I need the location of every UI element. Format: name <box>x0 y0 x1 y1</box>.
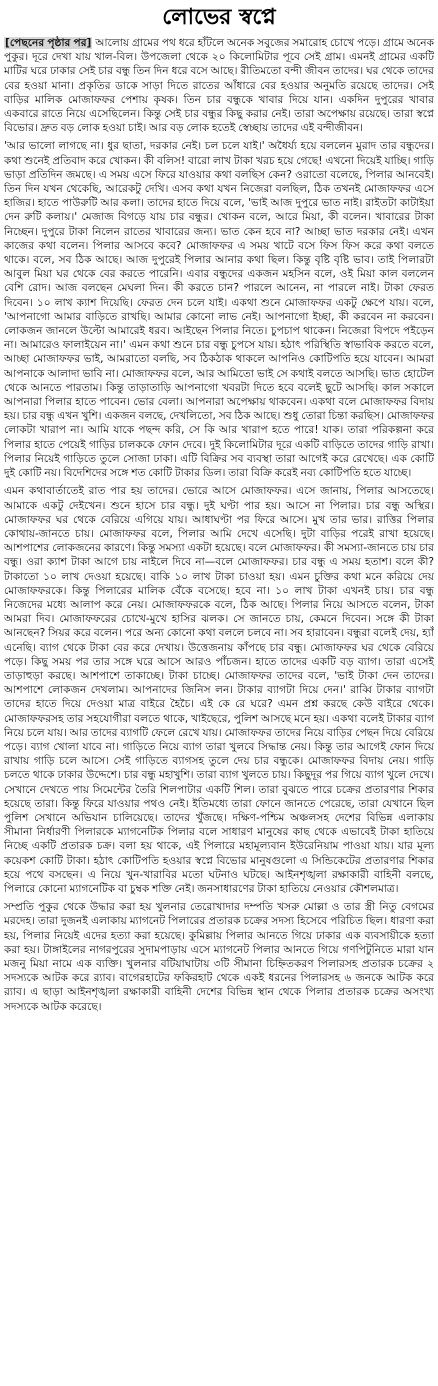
headline-bar <box>0 0 438 34</box>
article-paragraph-2: 'আর ভালো লাগছে না। ধুর ছাতা, দরকার নেই। চল চলে যাই।' অধৈর্য্য হয়ে বললেন মুরাদ তার বন্ধুদের। কথা শুনেই প্রতিবাদ করে খোকন। কী বলিস! বারো লাখ টাকা খরচ হয়ে গেছে! এখনো দিয়েই যাচ্ছি। গাড়ি ভাড়া প্রতিদিন জমছে। এ সময় এসে ফিরে যাওয়ার কথা বলছিস কেন? ওরাতো বলেছে, পিলার আনবেই। তিন দিন যখন থেকেছি, আরেকটু দেখি। এসব কথা যখন নিজেরা বলছিল, ঠিক তখনই মোজাফফর এসে হাজির। হাতে পাউরুটি আর কলা। তাদের হাতে দিয়ে বলে, 'ভাই আজ দুপুরে ভাত নাই। রাইতটা কাটাইয়া দেন রুটি কলায়।' মেজাজ বিগড়ে যায় চার বন্ধুর। খোকন বলে, আরে মিয়া, কী বলেন। খাবারের টাকা নিচ্ছেন। দুপুরে টাকা নিলেন রাতের খাবারের জন্য। ভাত কেন হবে না? আচ্ছা ভাত দরকার নেই। এখন কাজের কথা বলেন। পিলার আসবে কবে? মোজাফফর এ সময় খাটে বসে ফিস ফিস করে কথা বলতে থাকে। বলে, সব ঠিক আছে। আজ দুপুরেই পিলার আনার কথা ছিল। কিন্তু বৃষ্টি বৃষ্টি ভাব। তাই পিলারটা আবুল মিয়া ঘর থেকে বের করতে পারেনি। এবার বন্ধুদের একজন মহসিন বলে, ওই মিয়া কাল বললেন বেশি রোদ। আজ বলছেন মেঘলা দিন। কী করতে চান? পারলে আনেন, না পারলে নাই। টাকা ফেরত দিবেন। ১০ লাখ ক্যাশ দিয়েছি। ফেরত দেন চলে যাই। একথা শুনে মোজাফফর একটু ক্ষেপে যায়। বলে, 'আপনাগো আমার বাড়িতে রাখছি। আমার কোনো লাভ নেই। আপনাগো ইচ্ছা, কী করবেন না করবেন। লোকজন জানলে উল্টো আমারেই ধরব। আইছেন পিলার নিতে। চুপচাপ থাকেন। নিজেরা বিপদে পইড়েন না। আমারেও ফালাইয়েন না।' এমন কথা শুনে চার বন্ধু চুপসে যায়। হঠাৎ পরিস্থিতি স্বাভাবিক করতে বলে, আচ্ছা মোজাফফর ভাই, আমরাতো বলছি, সব ঠিকঠাক থাকলে আপনিও কোটিপতি হয়ে যাবেন। আমরা আপনাকে আলাদা ভাবি না। মোজাফফর বলে, আর আমিতো ভাই সে কথাই বলতে আসছি। ভাত হোটেল থেকে আনতে পারতাম। কিন্তু তাড়াতাড়ি আপনাগো খবরটা দিতে হবে বলেই ছুটে আসছি। কাল সকালে আপনারা পিলার হাতে পাবেন। ভোর বেলা। আপনারা অপেক্ষায় থাকবেন। একথা বলে মোজাফফর বিদায় হয়। চার বন্ধু এখন খুশি। একজন বলছে, দেখলিতো, সব ঠিক আছে। শুধু তোরা চিন্তা করছিস। মোজাফফর লোকটা খারাপ না। আমি যাকে পছন্দ করি, সে কি আর খারাপ হতে পারে! যাক। তারা পরিকল্পনা করে পিলার হাতে পেয়েই গাড়ির চালককে ফোন দেবে। দুই কিলোমিটার দূরে একটি বাড়িতে তাদের গাড়ি রাখা। পিলার নিয়েই গাড়িতে তুলে সোজা ঢাকা। এটি বিক্রির সব ব্যবস্থা তারা আগেই করে রেখেছে। এক কোটি দুই কোটি নয়। বিদেশিদের সঙ্গে শত কোটি টাকার ডিল। তারা বিক্রি করেই নব্য কোটিপতি হতে যাচ্ছে। <box>4 140 434 480</box>
paragraph-text: আলোয় গ্রামের পথ ধরে হাঁটলে অনেক সবুজের সমারোহ চোখে পড়ে। গ্রামে অনেক পুকুর। দূরে দেখা যায় খাল-বিল। উপজেলা থেকে ২০ কিলোমিটার পূবে সেই গ্রাম। এমনই গ্রামের একটি মাটির ঘরে ঢাকার সেই চার বন্ধু তিন দিন ধরে বসে আছে। রীতিমতো বন্দী জীবন তাদের। ঘর থেকে তাদের বের হওয়া মানা। প্রকৃতির ডাকে সাড়া দিতে রাতের আঁধারে বের হওয়ার অনুমতি রয়েছে তাদের। সেই বাড়ির মালিক মোজাফফর পেশায় কৃষক। তিন চার বন্ধুকে খাবার দিয়ে যান। একদিন দুপুরের খাবার একবারে রাতে নিয়ে এসেছিলেন। কিন্তু সেই চার বন্ধুর কিছু করার নেই। তারা অপেক্ষায় রয়েছে। তারা স্বপ্নে বিভোর। দ্রুত বড় লোক হওয়া চাই। আর বড় লোক হতেই স্বেচ্ছায় তাদের এই বন্দীজীবন। <box>4 37 434 135</box>
continued-from-label: [পেছনের পৃষ্ঠার পর] <box>5 37 92 49</box>
article-headline: লোভের স্বপ্নে <box>162 4 276 30</box>
article-paragraph-1 <box>4 36 434 135</box>
article-paragraph-4: সম্প্রতি পুকুর থেকে উদ্ধার করা হয় খুলনার তেরোখাদার দম্পতি খসরু মোল্লা ও তার স্ত্রী নিতু বেগমের মরদেহ। তারা দুজনই এলাকায় ম্যাগনেট পিলারের প্রতারক চক্রের সদস্য হিসেবে পরিচিত ছিল। ধারণা করা হয়, পিলার নিয়েই এদের হত্যা করা হয়েছে। কুমিল্লায় পিলার আনতে গিয়ে ঢাকার এক ব্যবসায়ীকে হত্যা করা হয়। টাঙ্গাইলের নাগরপুরের সুদামপাড়ায় এসে ম্যাগনেট পিলার আনতে গিয়ে গণপিটুনিতে মারা যান মজনু মিয়া নামে এক ব্যক্তি। খুলনার বটিয়াঘাটায় ৩টি সীমানা চিহ্নিতকরণ পিলারসহ প্রতারক চক্রের ২ সদস্যকে আটক করে র‌্যাব। বাগেরহাটের ফকিরহাট থেকে একই ধরনের পিলারসহ ৬ জনকে আটক করে র‌্যাব। এ ছাড়া আইনশৃঙ্খলা রক্ষাকারী বাহিনী দেশের বিভিন্ন স্থান থেকে পিলার প্রতারক চক্রের অসংখ্য সদস্যকে আটক করেছে। <box>4 901 434 1013</box>
article-body <box>4 36 434 1382</box>
article-paragraph-3: এমন কথাবার্তাতেই রাত পার হয় তাদের। ভোরে আসে মোজাফফর। এসে জানায়, পিলার আসতেছে। আমাকে একটু দেইখেন। শুনে হাসে চার বন্ধু। দুই ঘণ্টা পার হয়। আসে না পিলার। চার বন্ধু অস্থির। মোজাফফর ঘর থেকে বেরিয়ে এগিয়ে যায়। আধাঘণ্টা পর ফিরে আসে। মুখ তার ভার। রাত্তির পিলার কোথায়-জানতে চায়। মোজাফফর বলে, পিলার আমি দেখে এসেছি। দুটা বাড়ির পরেই রাখা হয়েছে। আশপাশের লোকজনের কারণে। কিন্তু সমস্যা একটা হয়েছে। বলে মোজাফফর। কী সমস্যা-জানতে চায় চার বন্ধু। ওরা ক্যাশ টাকা আগে চায় নাইলে দিবে না—বলে মোজাফফর। চার বন্ধু এ সময় হতাশ। বলে কী? টাকাতো ১০ লাখ দেওয়া হয়েছে। বাকি ১০ লাখ টাকা চাওয়া হয়। এমন চুক্তির কথা মনে করিয়ে দেয় মোজাফফরকে। কিন্তু পিলারের মালিক বেঁকে বসেছে। হবে না। ১০ লাখ টাকা এখনই চায়। চার বন্ধু নিজেদের মধ্যে আলাপ করে নেয়। মোজাফফরকে বলে, ঠিক আছে। পিলার নিয়ে আসতে বলেন, টাকা আমরা দিব। মোজাফফরের চোখে-মুখে হাসির ঝলক। সে জানতে চায়, কেমনে দিবেন। সঙ্গে কী টাকা আনছেন? সিয়র করে বলেন। পরে অন্য কোনো কথা বললে চলবে না। সব হারাবেন। বন্ধুরা বলেই দেয়, হ্যাঁ এনেছি। ব্যাগ থেকে টাকা বের করে দেখায়। উত্তেজনায় কাঁপছে চার বন্ধু। মোজাফফর ঘর থেকে বেরিয়ে পড়ে। কিছু সময় পর তার সঙ্গে ঘরে আসে আরও পাঁচজন। হাতে তাদের একটি বড় ব্যাগ। তারা এসেই তাড়াহুড়া করছে। আশপাশে তাকাচ্ছে। টাকা চাচ্ছে। মোজাফফর তাদের বলে, 'ভাই টাকা দেন তাদের। আশপাশে লোকজন দেখলাম। আপনাদের জিনিস লন। টাকার ব্যাগটা দিয়ে দেন।' রাব্বি টাকার ব্যাগটা তাদের হাতে দিয়ে দেওয়া মাত্র বাইরে হৈচৈ। এই কে রে ঘরে? এমন প্রশ্ন করছে কেউ বাইরে থেকে। মোজাফফরসহ তার সহযোগীরা বলতে থাকে, খাইছেরে, পুলিশ আসছে মনে হয়। একথা বলেই টাকার ব্যাগ নিয়ে চলে যায়। আর তাদের ব্যাগটি ফেলে রেখে যায়। মোজাফফর তাদের নিয়ে বাড়ির পেছন দিয়ে বেরিয়ে পড়ে। ব্যাগ খোলা যাবে না। গাড়িতে নিয়ে ব্যাগ তারা খুলবে সিদ্ধান্ত নেয়। কিন্তু তার আগেই ফোন দিয়ে রাখায় গাড়ি চলে আসে। সেই গাড়িতে ব্যাগসহ তুলে দেয় চার বন্ধুকে। মোজাফফর বিদায় নেয়। গাড়ি চলতে থাকে ঢাকার উদ্দেশে। চার বন্ধু মহাখুশি। তারা ব্যাগ খুলতে চায়। কিছুদূর পর গিয়ে ব্যাগ খুলে দেখে। সেখানে দেখতে পায় সিমেন্টের তৈরি শিলপাটার একটি শিল। তারা বুঝতে পারে চক্রের প্রতারণার শিকার হয়েছে তারা। কিন্তু ফিরে যাওয়ার পথও নেই। ইতিমধ্যে তারা ফোনে জানতে পেরেছে, তারা যেখানে ছিল পুলিশ সেখানে অভিযান চালিয়েছে। তাদের খুঁজছে। দক্ষিণ-পশ্চিম অঞ্চলসহ দেশের বিভিন্ন এলাকায় সীমানা নির্ধারণী পিলারকে ম্যাগনেটিক পিলার বলে সাধারণ মানুষের কাছ থেকে এভাবেই টাকা হাতিয়ে নিচ্ছে একটি প্রতারক চক্র। বলা হয় থাকে, এই পিলারে মহামূল্যবান ইউরেনিয়াম পাওয়া যায়। যার মূল্য কয়েকশ কোটি টাকা। হঠাৎ কোটিপতি হওয়ার স্বপ্নে বিভোর মানুষগুলো এ সিন্ডিকেটের প্রতারণার শিকার হয়ে পথে বসছেন। এ নিয়ে খুন-খারাবির মতো ঘটনাও ঘটছে। আইনশৃঙ্খলা রক্ষাকারী বাহিনী বলছে, পিলারে কোনো ম্যাগনেটিক বা চুম্বক শক্তি নেই। জনসাধারণের টাকা হাতিয়ে নেওয়ার কৌশলমাত্র। <box>4 485 434 895</box>
